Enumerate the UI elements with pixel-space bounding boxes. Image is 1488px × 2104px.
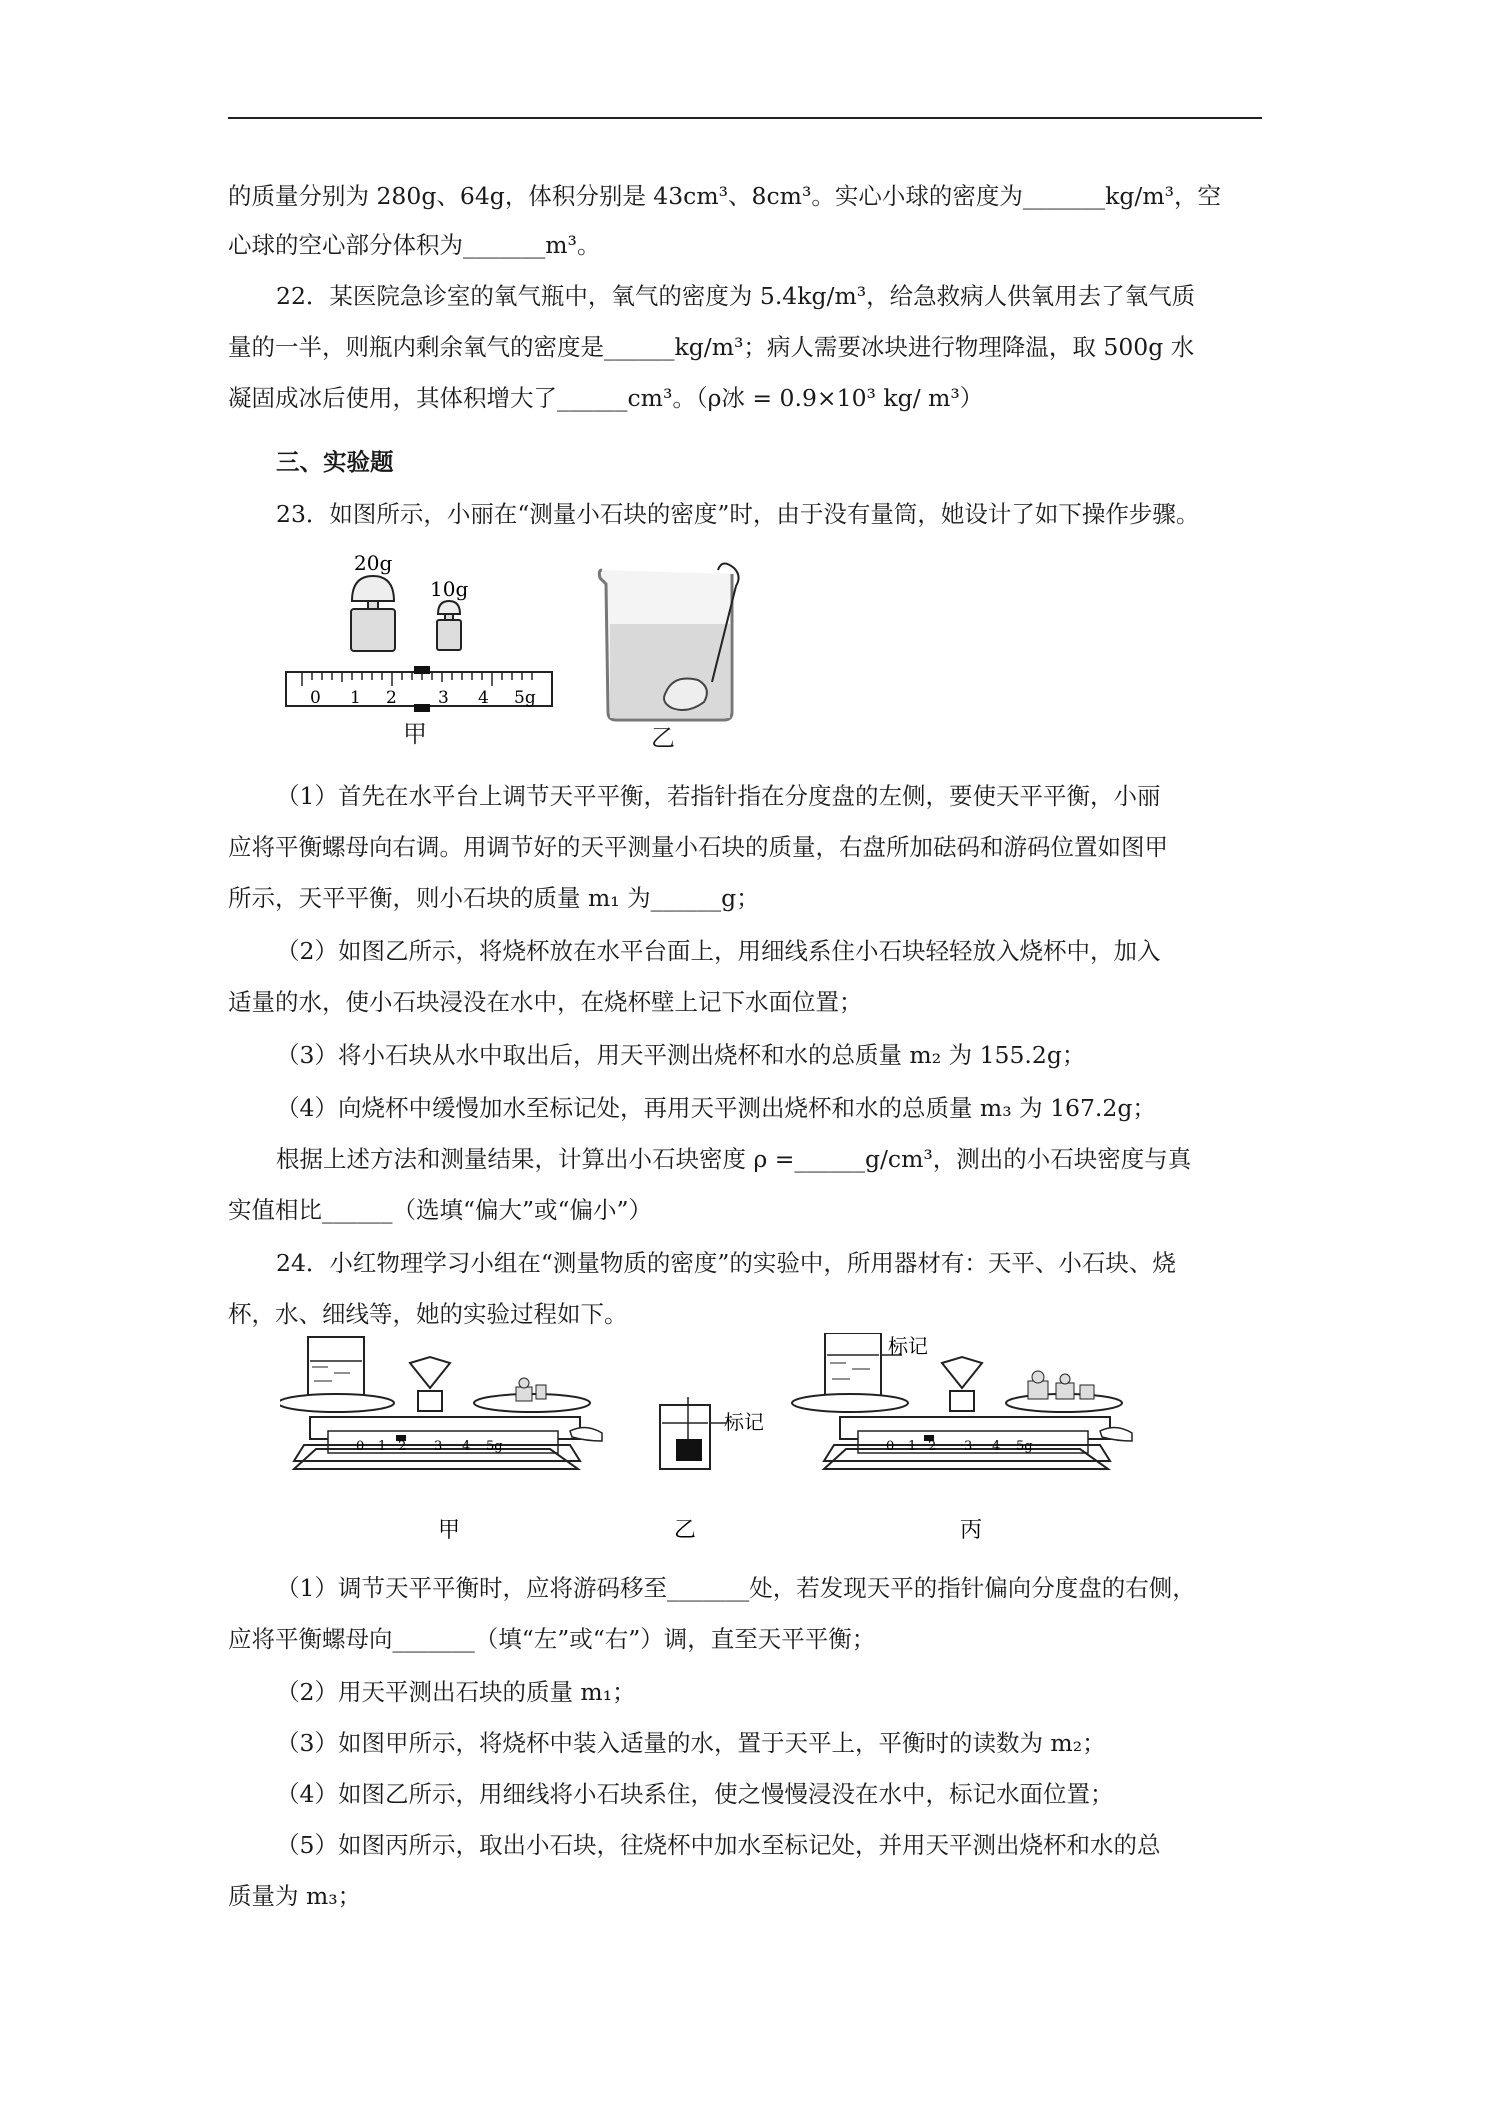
- text-line: （2）用天平测出石块的质量 m₁；: [276, 1678, 636, 1706]
- text-line: （2）如图乙所示，将烧杯放在水平台面上，用细线系住小石块轻轻放入烧杯中，加入: [276, 937, 1161, 965]
- text-line: 质量为 m₃；: [228, 1882, 362, 1910]
- scale-tick-label: 3: [438, 688, 449, 708]
- text-line: （4）如图乙所示，用细线将小石块系住，使之慢慢浸没在水中，标记水面位置；: [276, 1780, 1114, 1808]
- text-line: （5）如图丙所示，取出小石块，往烧杯中加水至标记处，并用天平测出烧杯和水的总: [276, 1831, 1161, 1859]
- scale-tick-label: 2: [398, 1439, 407, 1454]
- scale-tick-label: 4: [478, 688, 489, 708]
- text-line: 的质量分别为 280g、64g，体积分别是 43cm³、8cm³。实心小球的密度为_______kg/m³，空: [228, 182, 1222, 210]
- text-line: 杯，水、细线等，她的实验过程如下。: [228, 1300, 628, 1328]
- scale-tick-label: 2: [928, 1439, 937, 1454]
- scale-tick-label: 2: [386, 688, 397, 708]
- beaker-bing: [825, 1333, 881, 1397]
- balance-bing: [792, 1333, 1132, 1469]
- mark-label: 标记: [888, 1334, 928, 1358]
- scale-tick-label: 3: [434, 1439, 443, 1454]
- text-line: 根据上述方法和测量结果，计算出小石块密度 ρ =______g/cm³，测出的小石块密度与真: [276, 1145, 1192, 1173]
- section-heading: 三、实验题: [276, 448, 394, 476]
- text-line: 应将平衡螺母向右调。用调节好的天平测量小石块的质量，右盘所加砝码和游码位置如图甲: [228, 833, 1168, 861]
- scale-tick-label: 0: [356, 1439, 365, 1454]
- weight-10g-icon: [437, 601, 461, 650]
- beaker-yi: [660, 1397, 764, 1469]
- scale-tick-label: 0: [310, 688, 321, 708]
- balance-jia: [280, 1337, 602, 1469]
- scale-tick-label: 5g: [514, 688, 536, 708]
- question-22: 22．某医院急诊室的氧气瓶中，氧气的密度为 5.4kg/m³，给急救病人供氧用去了氧气质: [276, 282, 1196, 310]
- text-line: 凝固成冰后使用，其体积增大了______cm³。（ρ冰 = 0.9×10³ kg/ m³）: [228, 384, 984, 412]
- figure-caption-yi: 乙: [651, 724, 675, 752]
- weight-10g-label: 10g: [430, 577, 469, 601]
- weight-20g-label: 20g: [354, 551, 393, 575]
- question-24: 24．小红物理学习小组在“测量物质的密度”的实验中，所用器材有：天平、小石块、烧: [276, 1249, 1176, 1277]
- beaker-figure-yi: [596, 562, 756, 732]
- scale-tick-label: 5g: [486, 1439, 503, 1454]
- text-line: 实值相比______（选填“偏大”或“偏小”）: [228, 1196, 653, 1224]
- scale-tick-label: 1: [350, 688, 361, 708]
- figure-caption-bing: 丙: [960, 1518, 983, 1543]
- weight-20g-icon: [351, 576, 395, 651]
- figure-caption-jia: 甲: [438, 1518, 461, 1543]
- scale-tick-label: 4: [992, 1439, 1001, 1454]
- text-line: 应将平衡螺母向_______（填“左”或“右”）调，直至天平平衡；: [228, 1625, 876, 1653]
- text-line: （4）向烧杯中缓慢加水至标记处，再用天平测出烧杯和水的总质量 m₃ 为 167.2g；: [276, 1094, 1156, 1122]
- balance-experiment-figure: [280, 1333, 1280, 1563]
- balance-scale-figure-jia: [282, 548, 582, 758]
- scale-tick-label: 3: [964, 1439, 973, 1454]
- scale-tick-label: 5g: [1016, 1439, 1033, 1454]
- header-rule: [228, 117, 1262, 119]
- text-line: （1）首先在水平台上调节天平平衡，若指针指在分度盘的左侧，要使天平平衡，小丽: [276, 782, 1161, 810]
- figure-caption-jia: 甲: [403, 720, 427, 748]
- scale-tick-label: 0: [886, 1439, 895, 1454]
- text-line: （3）如图甲所示，将烧杯中装入适量的水，置于天平上，平衡时的读数为 m₂；: [276, 1729, 1106, 1757]
- text-line: 心球的空心部分体积为_______m³。: [228, 231, 601, 259]
- rider-top: [414, 666, 430, 674]
- figure-caption-yi: 乙: [674, 1518, 697, 1543]
- rider-bottom: [414, 704, 430, 712]
- scale-tick-label: 1: [378, 1439, 387, 1454]
- text-line: 量的一半，则瓶内剩余氧气的密度是______kg/m³；病人需要冰块进行物理降温，取 500g 水: [228, 333, 1195, 361]
- scale-tick-label: 4: [462, 1439, 471, 1454]
- stone-icon: [676, 1439, 702, 1461]
- question-23: 23．如图所示，小丽在“测量小石块的密度”时，由于没有量筒，她设计了如下操作步骤。: [276, 500, 1200, 528]
- scale-tick-label: 1: [908, 1439, 917, 1454]
- mark-label: 标记: [724, 1410, 764, 1434]
- text-line: （3）将小石块从水中取出后，用天平测出烧杯和水的总质量 m₂ 为 155.2g；: [276, 1041, 1086, 1069]
- text-line: （1）调节天平平衡时，应将游码移至_______处，若发现天平的指针偏向分度盘的右侧，: [276, 1574, 1196, 1602]
- text-line: 适量的水，使小石块浸没在水中，在烧杯壁上记下水面位置；: [228, 988, 863, 1016]
- text-line: 所示，天平平衡，则小石块的质量 m₁ 为______g；: [228, 884, 760, 912]
